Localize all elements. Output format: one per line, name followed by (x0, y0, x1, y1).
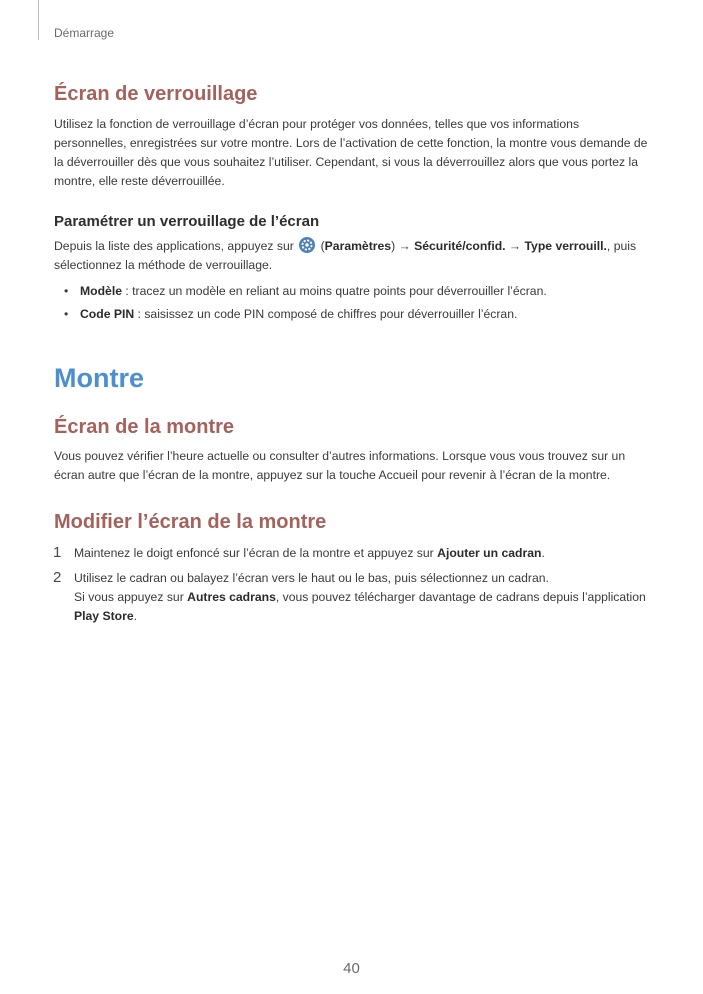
instr-arrow-1: ) → (391, 239, 415, 253)
instr-post: , puis sélectionnez la méthode de verrouillage. (54, 239, 637, 272)
watch-screen-text: Vous pouvez vérifier l’heure actuelle ou consulter d’autres informations. Lorsque vous vous trouvez sur un écran autre que l’écran de la montre, appuyez sur la touche Accueil pour revenir à l’écran de la montre. (54, 449, 626, 482)
more-faces-label: Autres cadrans (187, 590, 276, 604)
steps-list (54, 544, 654, 626)
set-lock-heading: Paramétrer un verrouillage de l’écran (54, 213, 320, 230)
step-text: Utilisez le cadran ou balayez l’écran vers le haut ou le bas, puis sélectionnez un cadran. (74, 571, 549, 585)
bullet-term: Code PIN (80, 307, 135, 321)
step-number: 1 (53, 544, 62, 561)
settings-label: Paramètres (324, 239, 392, 253)
lock-screen-heading: Écran de verrouillage (54, 83, 258, 105)
header-rule (38, 0, 39, 40)
page-content (54, 80, 654, 632)
list-item (54, 282, 654, 301)
watch-screen-heading: Écran de la montre (54, 416, 235, 438)
bullet-text: : saisissez un code PIN composé de chiffres pour déverrouiller l’écran. (134, 307, 518, 321)
modify-watch-heading: Modifier l’écran de la montre (54, 511, 327, 533)
step-end: . (541, 546, 545, 560)
bullet-text: : tracez un modèle en reliant au moins quatre points pour déverrouiller l’écran. (121, 284, 547, 298)
step-number: 2 (53, 569, 62, 586)
bullet-dot: • (64, 307, 69, 321)
play-store-label: Play Store (74, 609, 134, 623)
bullet-term: Modèle (80, 284, 122, 298)
lock-methods-list (54, 282, 654, 324)
page-number: 40 (343, 960, 360, 977)
security-label: Sécurité/confid. (414, 239, 506, 253)
step-end: . (133, 609, 138, 623)
step-text-3: , vous pouvez télécharger davantage de cadrans depuis l’application (275, 590, 646, 604)
lock-type-label: Type verrouill. (524, 239, 607, 253)
list-item (54, 305, 654, 324)
gear-icon (299, 237, 315, 253)
instr-arrow-2: → (505, 239, 525, 253)
chapter-title: Montre (54, 363, 144, 393)
lock-screen-intro: Utilisez la fonction de verrouillage d’écran pour protéger vos données, telles que vos informations personnelles, enregistrées sur votre montre. Lors de l’activation de cette fonction, la montre vous demande de la déverrouiller dès que vous souhaitez l’utiliser. Cependant, si vous la déverrouillez alors que vous portez la montre, elle reste déverrouillée. (54, 117, 648, 188)
add-face-label: Ajouter un cadran (437, 546, 542, 560)
set-lock-instructions (54, 237, 654, 275)
step-text-2: Si vous appuyez sur (74, 590, 188, 604)
running-header: Démarrage (54, 26, 115, 40)
step-text: Maintenez le doigt enfoncé sur l’écran de la montre et appuyez sur (74, 546, 438, 560)
instr-pre: Depuis la liste des applications, appuyez sur (54, 239, 294, 253)
step-item (54, 569, 654, 626)
bullet-dot: • (64, 284, 69, 298)
instr-open: ( (317, 239, 325, 253)
step-item (54, 544, 654, 563)
